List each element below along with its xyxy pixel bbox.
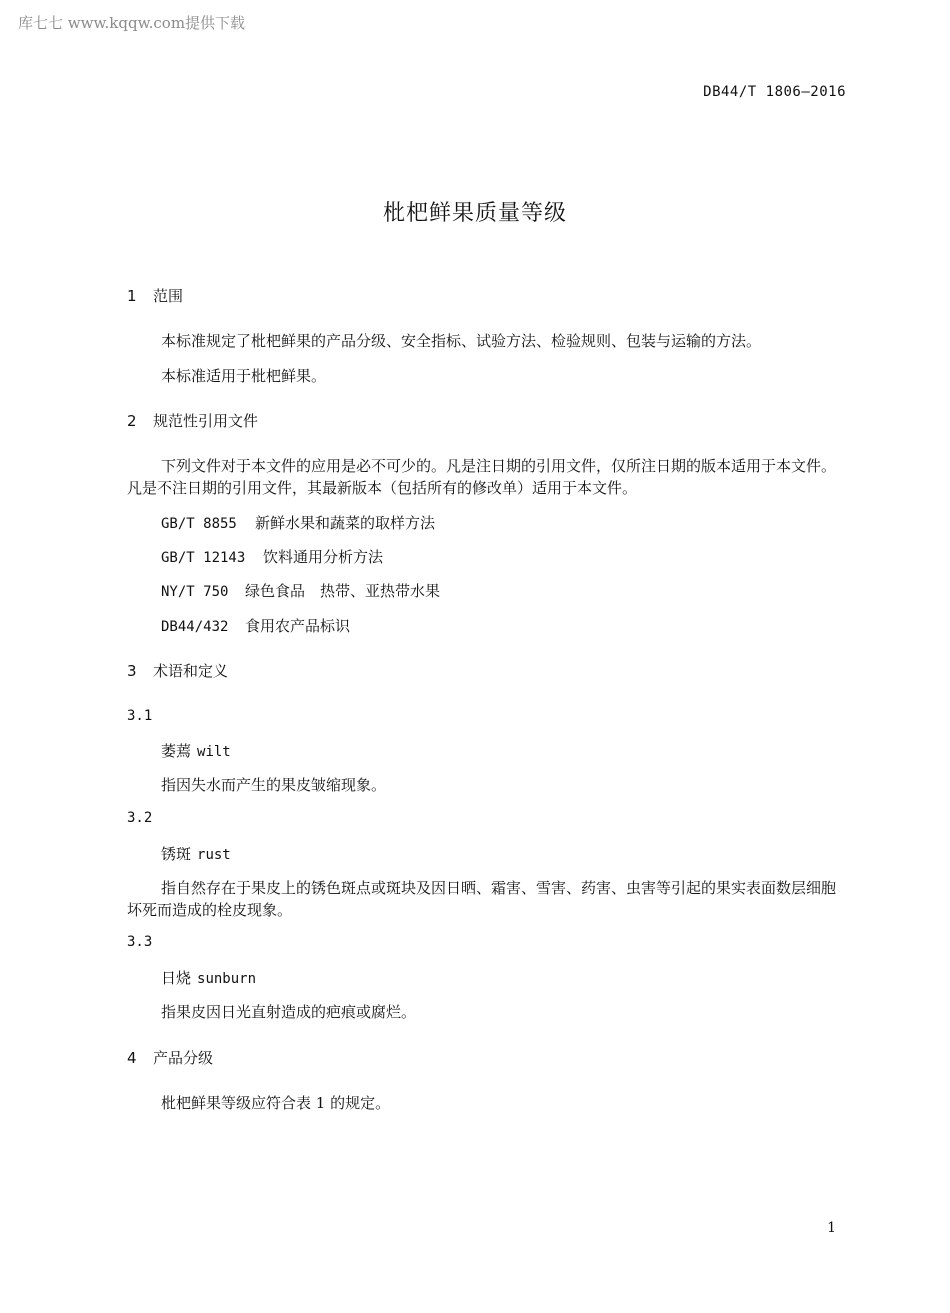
term-en: sunburn: [197, 971, 257, 987]
section-4-heading: [127, 1047, 213, 1068]
term-number: 3.2: [127, 810, 153, 826]
reference-item: [161, 580, 440, 603]
term-en: rust: [197, 847, 231, 863]
term-number: 3.1: [127, 708, 153, 724]
reference-item: [161, 512, 435, 535]
term-definition: 指因失水而产生的果皮皱缩现象。: [161, 776, 387, 794]
section-2-heading: [127, 410, 258, 431]
paragraph: 本标准适用于枇杷鲜果。: [161, 367, 327, 385]
paragraph: 本标准规定了枇杷鲜果的产品分级、安全指标、试验方法、检验规则、包装与运输的方法。: [161, 332, 762, 350]
term-heading: [161, 740, 231, 761]
paragraph: 下列文件对于本文件的应用是必不可少的。凡是注日期的引用文件，仅所注日期的版本适用于本文件。凡是不注日期的引用文件，其最新版本（包括所有的修改单）适用于本文件。: [127, 457, 837, 497]
section-number: 3: [127, 662, 137, 680]
section-number: 1: [127, 287, 137, 305]
reference-code: NY/T 750: [161, 584, 229, 600]
reference-code: DB44/432: [161, 619, 229, 635]
paragraph: 枇杷鲜果等级应符合表 1 的规定。: [161, 1094, 391, 1112]
reference-code: GB/T 12143: [161, 550, 246, 566]
reference-name: 绿色食品 热带、亚热带水果: [245, 582, 441, 600]
section-1-heading: [127, 285, 183, 306]
section-title: 术语和定义: [153, 662, 229, 680]
reference-item: [161, 615, 350, 638]
term-en: wilt: [197, 744, 231, 760]
document-id: DB44/T 1806—2016: [703, 84, 846, 100]
reference-item: [161, 546, 383, 569]
section-title: 范围: [153, 287, 184, 305]
reference-name: 饮料通用分析方法: [263, 548, 384, 566]
reference-code: GB/T 8855: [161, 516, 237, 532]
section-3-heading: [127, 660, 228, 681]
term-heading: [161, 843, 231, 864]
section-number: 2: [127, 412, 137, 430]
term-heading: [161, 967, 256, 988]
page-title: 枇杷鲜果质量等级: [382, 201, 567, 226]
reference-name: 新鲜水果和蔬菜的取样方法: [255, 514, 436, 532]
section-title: 规范性引用文件: [153, 412, 259, 430]
term-zh: 萎蔫: [161, 742, 192, 760]
term-definition: 指自然存在于果皮上的锈色斑点或斑块及因日晒、霜害、雪害、药害、虫害等引起的果实表面数层细胞坏死而造成的栓皮现象。: [127, 879, 837, 919]
page-number: 1: [827, 1220, 836, 1236]
section-number: 4: [127, 1049, 137, 1067]
section-title: 产品分级: [153, 1049, 214, 1067]
term-definition: 指果皮因日光直射造成的疤痕或腐烂。: [161, 1003, 417, 1021]
term-number: 3.3: [127, 934, 153, 950]
reference-name: 食用农产品标识: [245, 617, 351, 635]
term-zh: 锈斑: [161, 845, 192, 863]
watermark-text: 库七七 www.kqqw.com提供下载: [18, 14, 246, 32]
term-zh: 日烧: [161, 969, 192, 987]
